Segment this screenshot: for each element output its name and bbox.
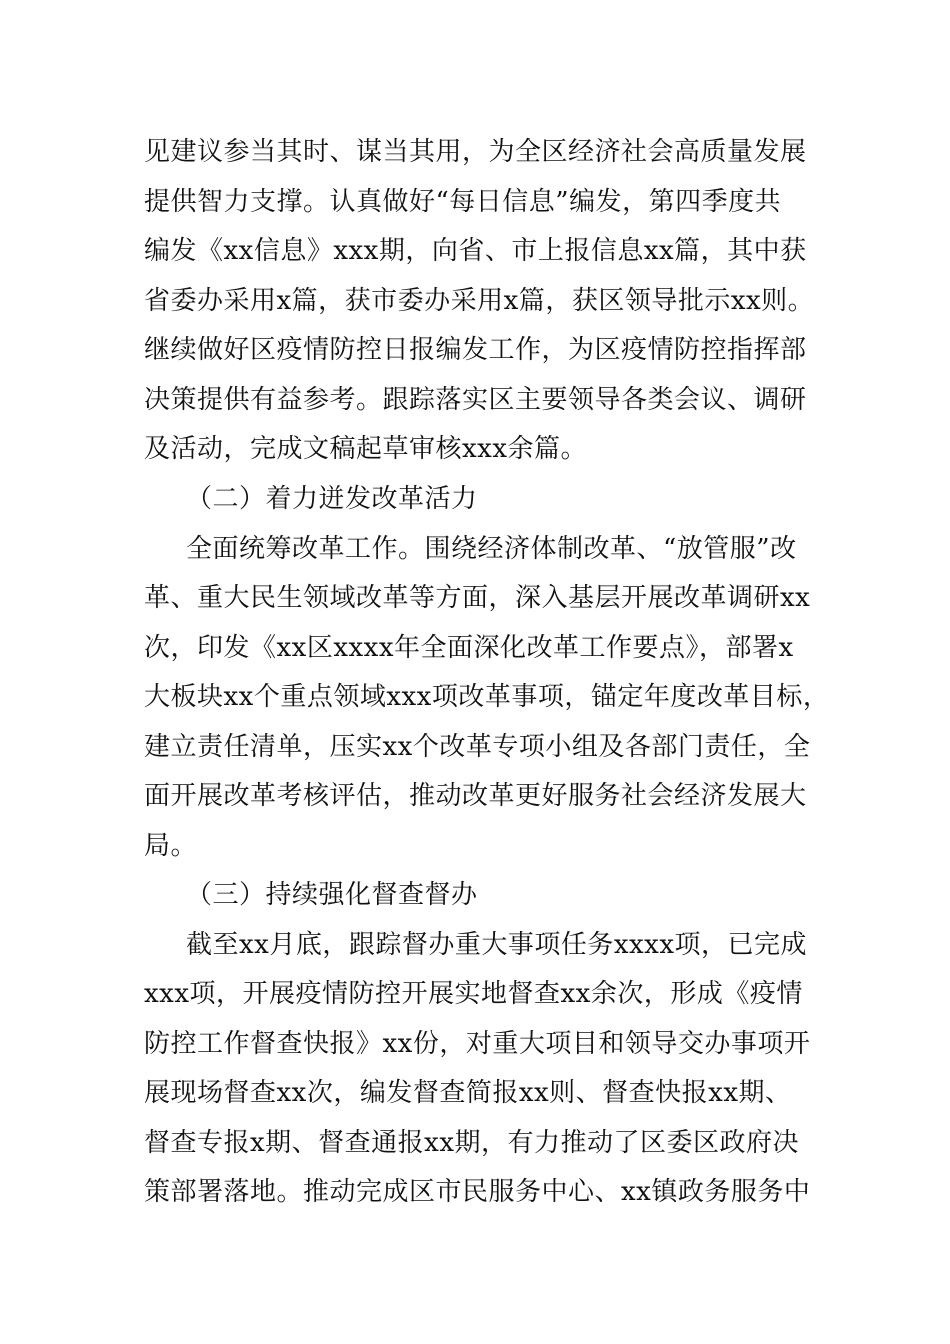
section-heading: （三）持续强化督查督办 (186, 880, 478, 910)
text-line: 革、重大民生领域改革等方面，深入基层开展改革调研xx (144, 583, 811, 613)
text-line: 决策提供有益参考。跟踪落实区主要领导各类会议、调研 (144, 385, 807, 415)
text-line: 全面统筹改革工作。围绕经济体制改革、“放管服”改 (186, 534, 797, 564)
text-line: 省委办采用x篇，获市委办采用x篇，获区领导批示xx则。 (144, 286, 815, 316)
text-line: 建立责任清单，压实xx个改革专项小组及各部门责任，全 (144, 732, 811, 762)
text-line: 督查专报x期、督查通报xx期，有力推动了区委区政府决 (144, 1128, 799, 1158)
text-line: 编发《xx信息》xxx期，向省、市上报信息xx篇，其中获 (144, 236, 807, 266)
text-line: 截至xx月底，跟踪督办重大事项任务xxxx项，已完成 (186, 930, 807, 960)
text-line: 提供智力支撑。认真做好“每日信息”编发，第四季度共 (144, 187, 782, 217)
text-line: 局。 (144, 831, 198, 861)
text-line: 策部署落地。推动完成区市民服务中心、xx镇政务服务中 (144, 1177, 811, 1207)
text-line: 继续做好区疫情防控日报编发工作，为区疫情防控指挥部 (144, 335, 807, 365)
text-line: 次，印发《xx区xxxx年全面深化改革工作要点》，部署x (144, 633, 794, 663)
text-line: 大板块xx个重点领域xxx项改革事项，锚定年度改革目标， (144, 682, 830, 712)
text-line: 防控工作督查快报》xx份，对重大项目和领导交办事项开 (144, 1029, 811, 1059)
section-heading: （二）着力迸发改革活力 (186, 484, 478, 514)
text-line: 及活动，完成文稿起草审核xxx余篇。 (144, 434, 587, 464)
text-line: xxx项，开展疫情防控开展实地督查xx余次，形成《疫情 (144, 979, 803, 1009)
text-line: 面开展改革考核评估，推动改革更好服务社会经济发展大 (144, 781, 807, 811)
text-line: 见建议参当其时、谋当其用，为全区经济社会高质量发展 (144, 137, 807, 167)
text-line: 展现场督查xx次，编发督查简报xx则、督查快报xx期、 (144, 1078, 792, 1108)
